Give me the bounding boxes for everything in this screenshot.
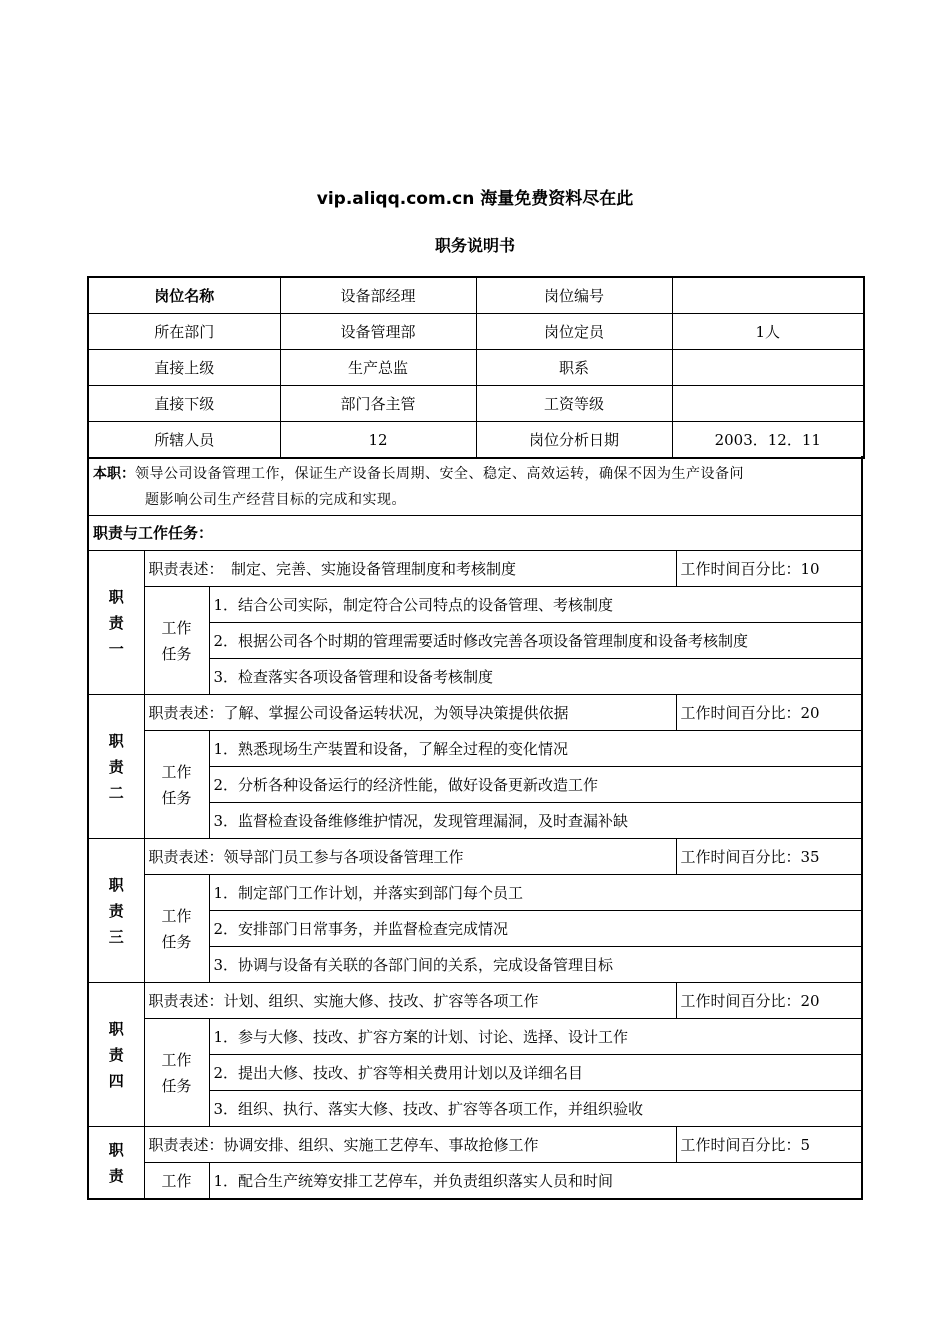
responsibility-name: 职 责 (89, 1127, 144, 1200)
info-value: 1人 (672, 314, 864, 350)
duty-section (87, 456, 863, 1200)
info-label: 岗位分析日期 (476, 422, 672, 459)
info-label: 直接下级 (88, 386, 280, 422)
basic-info-table (87, 276, 865, 459)
info-value (672, 277, 864, 314)
responsibility-name: 职 责 三 (89, 839, 144, 983)
table-row (89, 695, 861, 731)
table-row (88, 350, 864, 386)
task-item: 1．结合公司实际，制定符合公司特点的设备管理、考核制度 (209, 587, 861, 623)
task-label: 工作 任务 (144, 1019, 209, 1127)
time-percentage: 工作时间百分比：20 (676, 695, 861, 731)
info-value (672, 350, 864, 386)
info-value (672, 386, 864, 422)
table-row (89, 1163, 861, 1200)
info-value: 设备管理部 (280, 314, 476, 350)
info-value: 生产总监 (280, 350, 476, 386)
responsibility-description: 职责表述：了解、掌握公司设备运转状况，为领导决策提供依据 (144, 695, 676, 731)
info-label: 职系 (476, 350, 672, 386)
time-percentage: 工作时间百分比：35 (676, 839, 861, 875)
table-row (88, 422, 864, 459)
task-item: 1．制定部门工作计划，并落实到部门每个员工 (209, 875, 861, 911)
table-row (89, 1127, 861, 1163)
site-header: vip.aliqq.com.cn 海量免费资料尽在此 (316, 189, 634, 209)
info-label: 所在部门 (88, 314, 280, 350)
task-item: 2．提出大修、技改、扩容等相关费用计划以及详细名目 (209, 1055, 861, 1091)
table-row (89, 983, 861, 1019)
responsibility-name: 职 责 一 (89, 551, 144, 695)
time-percentage: 工作时间百分比：20 (676, 983, 861, 1019)
main-duty-text-line2: 题影响公司生产经营目标的完成和实现。 (145, 492, 406, 508)
responsibility-name: 职 责 二 (89, 695, 144, 839)
task-item: 3．组织、执行、落实大修、技改、扩容等各项工作，并组织验收 (209, 1091, 861, 1127)
task-item: 2．根据公司各个时期的管理需要适时修改完善各项设备管理制度和设备考核制度 (209, 623, 861, 659)
main-duty-text-line1: 领导公司设备管理工作，保证生产设备长周期、安全、稳定、高效运转，确保不因为生产设备问 (135, 466, 744, 482)
task-item: 3．监督检查设备维修维护情况，发现管理漏洞，及时查漏补缺 (209, 803, 861, 839)
info-label: 岗位定员 (476, 314, 672, 350)
responsibility-description: 职责表述：协调安排、组织、实施工艺停车、事故抢修工作 (144, 1127, 676, 1163)
task-label: 工作 任务 (144, 587, 209, 695)
task-item: 1．配合生产统筹安排工艺停车，并负责组织落实人员和时间 (209, 1163, 861, 1200)
table-row (89, 875, 861, 911)
responsibility-description: 职责表述： 制定、完善、实施设备管理制度和考核制度 (144, 551, 676, 587)
info-value: 设备部经理 (280, 277, 476, 314)
responsibilities-table (89, 551, 861, 1200)
table-row (89, 587, 861, 623)
task-item: 1．熟悉现场生产装置和设备，了解全过程的变化情况 (209, 731, 861, 767)
table-row (88, 386, 864, 422)
task-label: 工作 任务 (144, 875, 209, 983)
responsibility-description: 职责表述：计划、组织、实施大修、技改、扩容等各项工作 (144, 983, 676, 1019)
table-row (89, 839, 861, 875)
time-percentage: 工作时间百分比：10 (676, 551, 861, 587)
task-item: 2．安排部门日常事务，并监督检查完成情况 (209, 911, 861, 947)
main-duty (89, 456, 861, 516)
responsibility-name: 职 责 四 (89, 983, 144, 1127)
info-label: 所辖人员 (88, 422, 280, 459)
document-title: 职务说明书 (434, 236, 515, 255)
task-item: 3．检查落实各项设备管理和设备考核制度 (209, 659, 861, 695)
info-value: 12 (280, 422, 476, 459)
table-row (88, 314, 864, 350)
info-value: 部门各主管 (280, 386, 476, 422)
info-label: 直接上级 (88, 350, 280, 386)
table-row (89, 731, 861, 767)
main-duty-label: 本职： (93, 466, 135, 482)
responsibility-description: 职责表述：领导部门员工参与各项设备管理工作 (144, 839, 676, 875)
info-value: 2003．12．11 (672, 422, 864, 459)
responsibilities-heading: 职责与工作任务： (89, 516, 861, 551)
table-row (89, 1019, 861, 1055)
task-item: 3．协调与设备有关联的各部门间的关系，完成设备管理目标 (209, 947, 861, 983)
task-label: 工作 任务 (144, 731, 209, 839)
task-label: 工作 (144, 1163, 209, 1200)
time-percentage: 工作时间百分比：5 (676, 1127, 861, 1163)
info-label: 岗位编号 (476, 277, 672, 314)
info-label: 工资等级 (476, 386, 672, 422)
info-label: 岗位名称 (88, 277, 280, 314)
table-row (89, 551, 861, 587)
task-item: 1．参与大修、技改、扩容方案的计划、讨论、选择、设计工作 (209, 1019, 861, 1055)
table-row (88, 277, 864, 314)
task-item: 2．分析各种设备运行的经济性能，做好设备更新改造工作 (209, 767, 861, 803)
